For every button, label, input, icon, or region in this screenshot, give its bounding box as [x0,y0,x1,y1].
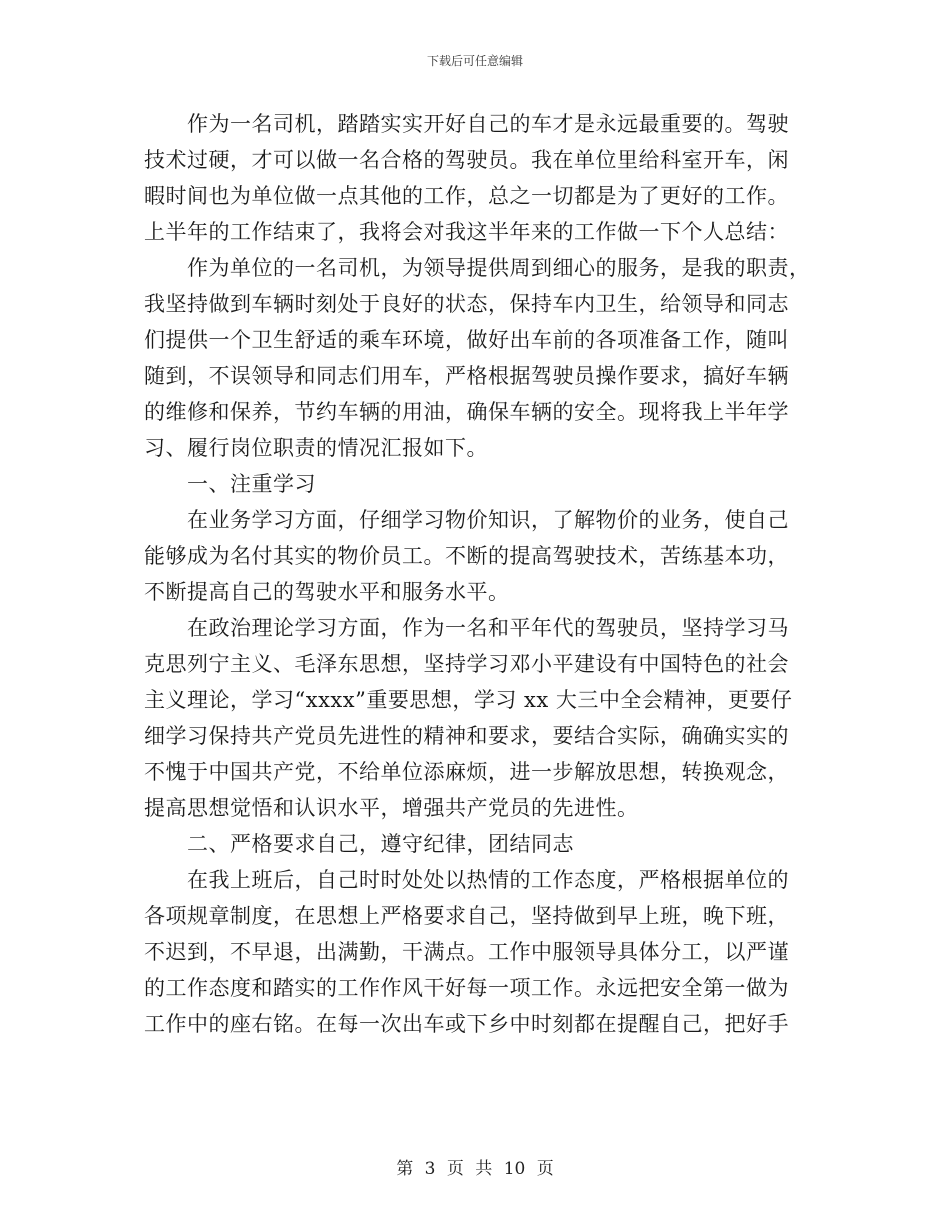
document-body [144,106,810,1042]
section-heading: 一、注重学习 [187,472,316,496]
paragraph-line: 不迟到，不早退，出满勤，干满点。工作中服领导具体分工，以严谨 [144,940,789,964]
paragraph-line: 上半年的工作结束了，我将会对我这半年来的工作做一下个人总结： [144,220,789,244]
paragraph-line: 的工作态度和踏实的工作作风干好每一项工作。永远把安全第一做为 [144,976,789,1000]
paragraph-line: 们提供一个卫生舒适的乘车环境，做好出车前的各项准备工作，随叫 [144,328,789,352]
paragraph-line: 暇时间也为单位做一点其他的工作，总之一切都是为了更好的工作。 [144,184,789,208]
paragraph-line: 技术过硬，才可以做一名合格的驾驶员。我在单位里给科室开车，闲 [144,148,789,172]
paragraph-line: 细学习保持共产党员先进性的精神和要求，要结合实际，确确实实的 [144,724,789,748]
paragraph-line: 随到，不误领导和同志们用车，严格根据驾驶员操作要求，搞好车辆 [144,364,789,388]
paragraph-line: 克思列宁主义、毛泽东思想，坚持学习邓小平建设有中国特色的社会 [144,652,789,676]
paragraph-line: 工作中的座右铭。在每一次出车或下乡中时刻都在提醒自己，把好手 [144,1012,789,1036]
paragraph-line: 主义理论，学习“xxxx”重要思想，学习 xx 大三中全会精神，更要仔 [144,688,793,712]
paragraph-line: 我坚持做到车辆时刻处于良好的状态，保持车内卫生，给领导和同志 [144,292,789,316]
paragraph-line: 不断提高自己的驾驶水平和服务水平。 [144,580,510,604]
paragraph-line: 在业务学习方面，仔细学习物价知识，了解物价的业务，使自己 [187,508,789,532]
page-number: 第 3 页 共 10 页 [396,1159,554,1179]
paragraph-line: 不愧于中国共产党，不给单位添麻烦，进一步解放思想，转换观念， [144,760,789,784]
paragraph-line: 在政治理论学习方面，作为一名和平年代的驾驶员，坚持学习马 [187,616,789,640]
paragraph-line: 提高思想觉悟和认识水平，增强共产党员的先进性。 [144,796,639,820]
paragraph-line: 作为一名司机，踏踏实实开好自己的车才是永远最重要的。驾驶 [187,112,789,136]
paragraph-line: 作为单位的一名司机，为领导提供周到细心的服务，是我的职责， [187,256,811,280]
paragraph-line: 在我上班后，自己时时处处以热情的工作态度，严格根据单位的 [187,868,789,892]
paragraph-line: 各项规章制度，在思想上严格要求自己，坚持做到早上班，晚下班， [144,904,789,928]
paragraph-line: 能够成为名付其实的物价员工。不断的提高驾驶技术，苦练基本功， [144,544,789,568]
paragraph-line: 习、履行岗位职责的情况汇报如下。 [144,436,488,460]
section-heading: 二、严格要求自己，遵守纪律，团结同志 [187,832,574,856]
paragraph-line: 的维修和保养，节约车辆的用油，确保车辆的安全。现将我上半年学 [144,400,789,424]
header-note: 下载后可任意编辑 [426,54,523,68]
